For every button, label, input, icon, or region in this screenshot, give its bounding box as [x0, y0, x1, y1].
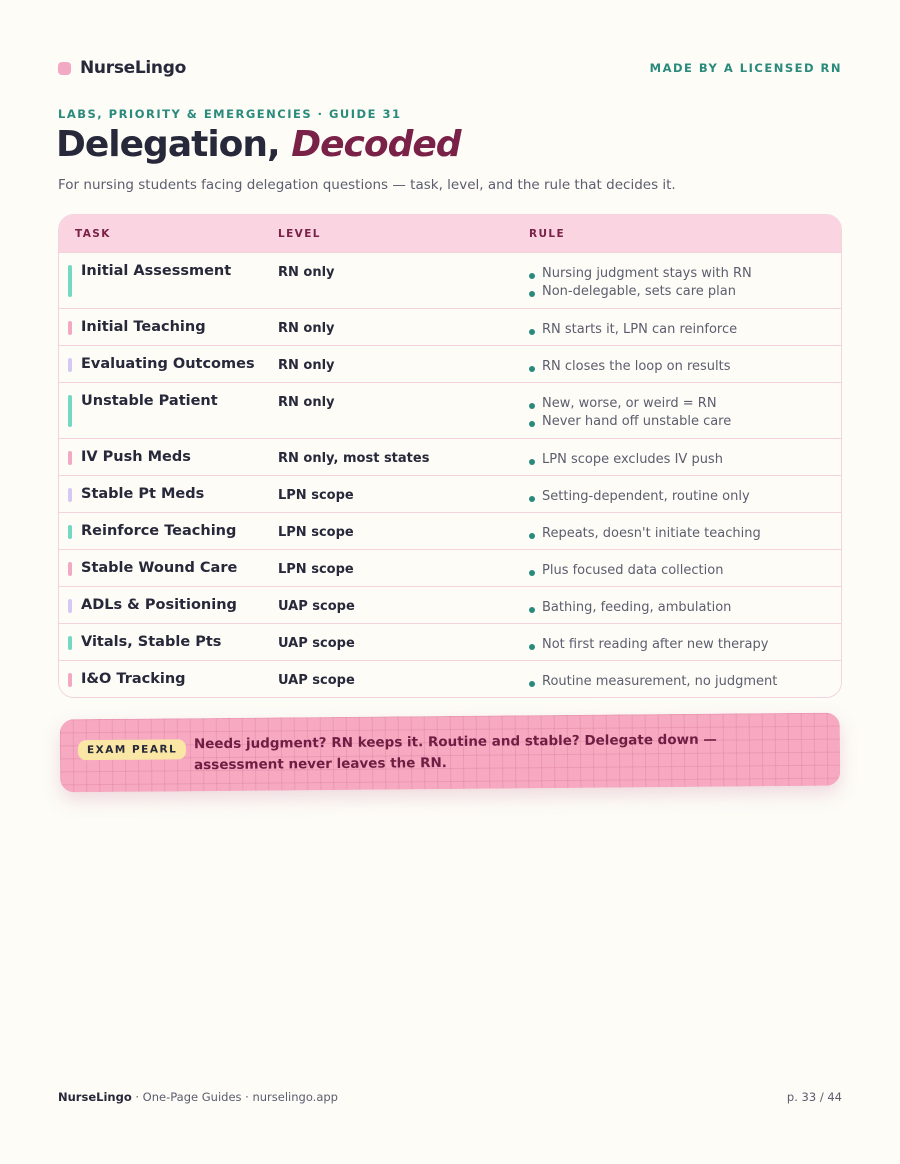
brand-logo-icon: [58, 62, 71, 75]
bullet-dot-icon: [529, 291, 535, 297]
exam-pearl-text: Needs judgment? RN keeps it. Routine and stable? Delegate down — assessment never leaves the RN.: [193, 731, 717, 774]
table-row: [59, 308, 841, 345]
row-task: ADLs & Positioning: [81, 597, 237, 613]
table-row: [59, 623, 841, 660]
rule-item: [529, 599, 731, 617]
rule-text: Nursing judgment stays with RN: [542, 266, 752, 281]
rule-item: [529, 358, 731, 376]
row-level: RN only: [278, 358, 335, 373]
table-row: [59, 660, 841, 697]
bullet-dot-icon: [529, 421, 535, 427]
row-rules: [529, 636, 768, 654]
title-main: Delegation,: [56, 124, 280, 165]
rule-text: Routine measurement, no judgment: [542, 674, 778, 689]
row-accent-bar: [68, 599, 72, 613]
brand: [58, 58, 186, 78]
row-task: Vitals, Stable Pts: [81, 634, 222, 650]
rule-item: [529, 395, 731, 413]
row-rules: [529, 562, 723, 580]
row-rules: [529, 321, 737, 339]
table-row: [59, 252, 841, 308]
row-task: Unstable Patient: [81, 393, 218, 409]
footer-credits: [58, 1090, 338, 1104]
exam-pearl-callout: [60, 713, 841, 793]
table-row: [59, 438, 841, 475]
bullet-dot-icon: [529, 273, 535, 279]
table-row: [59, 382, 841, 438]
rule-text: Bathing, feeding, ambulation: [542, 600, 732, 615]
rule-text: Plus focused data collection: [542, 563, 724, 578]
rule-text: Not first reading after new therapy: [542, 637, 769, 652]
rule-text: Non-delegable, sets care plan: [542, 284, 736, 299]
guide-eyebrow: LABS, PRIORITY & EMERGENCIES · GUIDE 31: [58, 107, 402, 121]
page-number: p. 33 / 44: [786, 1090, 842, 1104]
page-subtitle: For nursing students facing delegation questions — task, level, and the rule that decides it.: [58, 177, 676, 193]
bullet-dot-icon: [529, 570, 535, 576]
rule-text: New, worse, or weird = RN: [542, 396, 717, 411]
row-level: RN only: [278, 265, 335, 280]
row-accent-bar: [68, 451, 72, 465]
bullet-dot-icon: [529, 496, 535, 502]
page-title: [56, 124, 461, 165]
rule-text: LPN scope excludes IV push: [542, 452, 723, 467]
rule-item: [529, 636, 768, 654]
rule-item: [529, 562, 723, 580]
bullet-dot-icon: [529, 366, 535, 372]
row-accent-bar: [68, 321, 72, 335]
row-task: Initial Teaching: [81, 319, 206, 335]
row-level: RN only: [278, 395, 335, 410]
row-accent-bar: [68, 636, 72, 650]
brand-name: NurseLingo: [80, 58, 186, 78]
row-rules: [529, 451, 723, 469]
row-rules: [529, 395, 731, 431]
bullet-dot-icon: [529, 607, 535, 613]
row-accent-bar: [68, 358, 72, 372]
rule-text: RN starts it, LPN can reinforce: [542, 322, 738, 337]
row-accent-bar: [68, 488, 72, 502]
bullet-dot-icon: [529, 329, 535, 335]
row-task: I&O Tracking: [81, 671, 186, 687]
row-rules: [529, 358, 731, 376]
row-accent-bar: [68, 525, 72, 539]
row-level: UAP scope: [278, 599, 355, 614]
table-header: [59, 215, 841, 252]
footer-rest: · One-Page Guides · nurselingo.app: [131, 1090, 338, 1104]
bullet-dot-icon: [529, 459, 535, 465]
row-rules: [529, 599, 731, 617]
row-accent-bar: [68, 265, 72, 297]
rule-text: RN closes the loop on results: [542, 359, 731, 374]
row-level: UAP scope: [278, 636, 355, 651]
rule-item: [529, 673, 777, 691]
brand-tagline: MADE BY A LICENSED RN: [649, 61, 842, 75]
column-header-task: TASK: [75, 227, 111, 240]
exam-pearl-badge: EXAM PEARL: [78, 739, 186, 760]
title-accent: Decoded: [291, 124, 461, 165]
delegation-table: [58, 214, 842, 698]
row-task: IV Push Meds: [81, 449, 191, 465]
row-task: Stable Wound Care: [81, 560, 238, 576]
table-row: [59, 475, 841, 512]
row-rules: [529, 525, 761, 543]
table-row: [59, 549, 841, 586]
rule-item: [529, 283, 752, 301]
row-task: Evaluating Outcomes: [81, 356, 255, 372]
row-rules: [529, 265, 752, 301]
row-level: LPN scope: [278, 562, 354, 577]
row-level: RN only, most states: [278, 451, 430, 466]
row-accent-bar: [68, 673, 72, 687]
rule-item: [529, 525, 761, 543]
row-rules: [529, 488, 750, 506]
row-task: Initial Assessment: [81, 263, 232, 279]
rule-text: Repeats, doesn't initiate teaching: [542, 526, 761, 541]
rule-item: [529, 451, 723, 469]
row-accent-bar: [68, 562, 72, 576]
column-header-level: LEVEL: [278, 227, 321, 240]
bullet-dot-icon: [529, 533, 535, 539]
row-accent-bar: [68, 395, 72, 427]
row-level: RN only: [278, 321, 335, 336]
bullet-dot-icon: [529, 681, 535, 687]
bullet-dot-icon: [529, 403, 535, 409]
row-level: LPN scope: [278, 525, 354, 540]
table-row: [59, 512, 841, 549]
rule-item: [529, 413, 731, 431]
row-rules: [529, 673, 777, 691]
footer-brand: NurseLingo: [58, 1090, 132, 1104]
row-level: UAP scope: [278, 673, 355, 688]
bullet-dot-icon: [529, 644, 535, 650]
table-body: [59, 252, 841, 697]
rule-item: [529, 488, 750, 506]
rule-text: Setting-dependent, routine only: [542, 489, 750, 504]
table-row: [59, 345, 841, 382]
rule-item: [529, 321, 737, 339]
row-task: Reinforce Teaching: [81, 523, 237, 539]
table-row: [59, 586, 841, 623]
column-header-rule: RULE: [529, 227, 566, 240]
rule-item: [529, 265, 752, 283]
row-task: Stable Pt Meds: [81, 486, 205, 502]
row-level: LPN scope: [278, 488, 354, 503]
rule-text: Never hand off unstable care: [542, 414, 732, 429]
